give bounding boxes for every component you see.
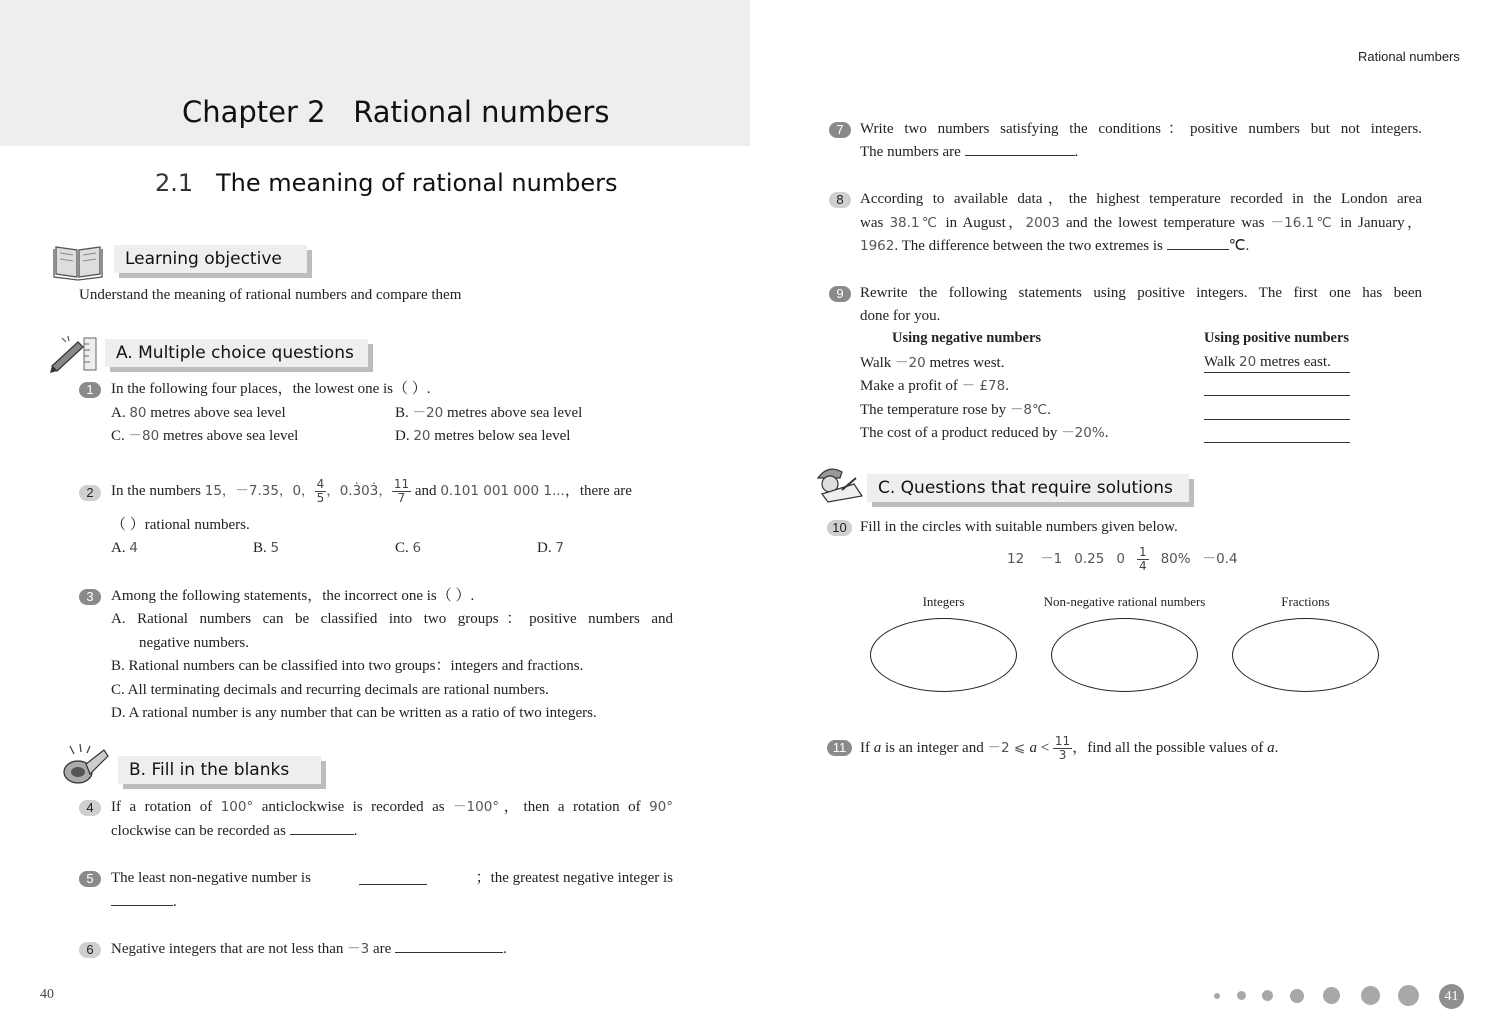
q6-num: －3 — [347, 941, 370, 957]
q2-numbers: 15，－7.35，0， — [204, 483, 315, 499]
q10-label-fractions: Fractions — [1281, 594, 1330, 609]
question-2-line1 — [111, 471, 632, 511]
q5-text-2: ；the greatest negative integer is — [475, 870, 673, 886]
q8-l2-c: and the lowest temperature was — [1059, 215, 1271, 231]
q9-r3-a: The temperature rose by — [860, 402, 1010, 418]
q5-answer-blank-2[interactable] — [111, 891, 173, 906]
question-number-1: 1 — [79, 382, 101, 398]
q4-end: . — [353, 823, 358, 839]
q11-fraction-11-3 — [1053, 735, 1072, 762]
q10-num-12: 12 — [1007, 551, 1025, 567]
q11-expr: －2 ⩽ — [987, 740, 1030, 756]
q10-num-025: 0.25 — [1074, 551, 1105, 567]
question-7-line2 — [860, 141, 1078, 165]
question-2-line2: （ ）rational numbers. — [111, 517, 250, 533]
question-9-line1: Rewrite the following statements using positive integers. The first one has been — [860, 285, 1422, 301]
q2-option-d — [537, 537, 564, 561]
q3-option-a-line1: A. Rational numbers can be classified into two groups：positive numbers and — [111, 611, 673, 627]
question-number-11: 11 — [827, 740, 852, 756]
q9-r2-num: － £78 — [961, 378, 1006, 394]
q11-text-2: is an integer and — [881, 740, 988, 756]
question-8-line1: According to available data，the highest temperature recorded in the London area — [860, 191, 1422, 207]
q10-num-0: 0 — [1116, 551, 1125, 567]
q1-option-a-num: 80 — [129, 405, 147, 421]
q3-option-a-line2: negative numbers. — [139, 635, 249, 651]
q2-tail: ，there are — [564, 483, 632, 499]
question-number-3: 3 — [79, 589, 101, 605]
q11-frac-denominator: 3 — [1058, 748, 1067, 763]
section-a-banner: A. Multiple choice questions — [105, 339, 368, 367]
q2-mid: and — [411, 483, 441, 499]
q9-r2-a: Make a profit of — [860, 378, 962, 394]
q3-option-b: B. Rational numbers can be classified into two groups：integers and fractions. — [111, 658, 584, 674]
q8-l3-num: 1962 — [860, 238, 895, 254]
question-8-line3 — [860, 235, 1249, 259]
q9-r4-a: The cost of a product reduced by — [860, 425, 1062, 441]
question-5-line1 — [111, 867, 673, 891]
q4-num-1: 100° — [220, 799, 254, 815]
question-8-line2 — [860, 212, 1422, 236]
section-number: 2.1 — [155, 169, 194, 197]
q1-option-c-num: －80 — [128, 428, 160, 444]
q9-row-1-negative — [860, 352, 1004, 376]
book-icon — [52, 241, 104, 281]
q9-row-2-negative — [860, 375, 1009, 399]
q9-r4-num: －20% — [1061, 425, 1105, 441]
page-dot-7 — [1398, 985, 1419, 1006]
q7-line2-text: The numbers are — [860, 144, 961, 160]
q8-l2-num1: 38.1℃ — [889, 215, 940, 231]
q4-text-1: If a rotation of — [111, 799, 221, 815]
chapter-title: Chapter 2 Rational numbers — [182, 95, 610, 129]
student-writing-icon — [814, 462, 866, 504]
question-number-8: 8 — [829, 192, 851, 208]
section-title: The meaning of rational numbers — [216, 169, 618, 197]
q10-label-integers: Integers — [922, 594, 965, 609]
q9-r1-b: metres west. — [925, 355, 1005, 371]
q8-l3-a: . The difference between the two extremes is — [894, 238, 1163, 254]
page-number-left: 40 — [40, 987, 54, 1002]
q4-text-2: anticlockwise is recorded as — [253, 799, 454, 815]
q2-option-a-val: 4 — [129, 540, 138, 556]
q9-row-3-negative — [860, 399, 1051, 423]
q9-r1-num: －20 — [895, 355, 926, 371]
question-5-line2 — [111, 891, 177, 915]
q4-line2-text: clockwise can be recorded as — [111, 823, 286, 839]
q4-text-3: ，then a rotation of — [499, 799, 650, 815]
q10-num-80pct: 80% — [1160, 551, 1191, 567]
q11-var-a: a — [873, 740, 882, 756]
learning-objective-text: Understand the meaning of rational numbers and compare them — [79, 287, 462, 303]
question-6-text — [111, 938, 507, 962]
q2-option-d-val: 7 — [555, 540, 564, 556]
q8-l2-num3: －16.1℃ — [1270, 215, 1335, 231]
q10-frac-denominator: 4 — [1138, 558, 1147, 573]
question-4-line1 — [111, 796, 673, 820]
page-dot-4 — [1290, 989, 1304, 1003]
q4-num-2: －100° — [453, 799, 500, 815]
q10-label-non-negative: Non-negative rational numbers — [1043, 594, 1206, 609]
q10-number-list — [1007, 541, 1238, 577]
q1-option-a — [111, 402, 286, 426]
q4-answer-blank[interactable] — [290, 820, 354, 835]
q2-option-a-letter: A. — [111, 540, 126, 556]
q9-row-3-answer-line[interactable] — [1204, 419, 1350, 420]
q9-column-header-negative: Using negative numbers — [892, 330, 1042, 346]
q1-option-d-text: metres below sea level — [430, 428, 571, 444]
q7-end: . — [1074, 144, 1079, 160]
question-number-10: 10 — [827, 520, 852, 536]
q9-row-4-negative — [860, 422, 1108, 446]
q11-frac-numerator: 11 — [1054, 734, 1071, 749]
section-b-banner: B. Fill in the blanks — [118, 756, 321, 784]
q1-option-b-text: metres above sea level — [443, 405, 583, 421]
question-4-line2 — [111, 820, 357, 844]
page-dot-6 — [1361, 986, 1380, 1005]
question-11-text — [860, 728, 1278, 768]
q10-circle-non-negative[interactable] — [1051, 618, 1198, 692]
q8-l2-num2: 2003 — [1025, 215, 1060, 231]
q9-row-1-positive — [1204, 352, 1350, 373]
q2-option-c — [395, 537, 421, 561]
q6-text-2: are — [369, 941, 392, 957]
q8-l2-b: in August， — [939, 215, 1026, 231]
q2-option-b-val: 5 — [270, 540, 280, 556]
question-10-text: Fill in the circles with suitable numbers given below. — [860, 519, 1178, 535]
q2-fraction-11-7 — [392, 478, 411, 505]
q2-frac2-denominator: 7 — [397, 491, 406, 506]
q6-end: . — [503, 941, 507, 957]
page-dot-5 — [1323, 987, 1340, 1004]
q5-answer-blank-1[interactable] — [359, 870, 427, 885]
q1-option-b-letter: B. — [395, 405, 409, 421]
q10-circle-integers[interactable] — [870, 618, 1017, 692]
q9-r3-b: . — [1047, 402, 1051, 418]
q5-text-1: The least non-negative number is — [111, 870, 311, 886]
q2-fraction-4-5 — [315, 478, 327, 505]
q1-option-a-letter: A. — [111, 405, 126, 421]
q1-option-b-num: －20 — [412, 405, 444, 421]
question-number-9: 9 — [829, 286, 851, 302]
q5-end: . — [173, 894, 177, 910]
q2-option-b-letter: B. — [253, 540, 267, 556]
q10-frac-numerator: 1 — [1138, 544, 1147, 559]
question-9-line2: done for you. — [860, 308, 941, 324]
q2-option-d-letter: D. — [537, 540, 552, 556]
q4-num-3: 90° — [649, 799, 673, 815]
q9-row-4-answer-line[interactable] — [1204, 442, 1350, 443]
q9-r3-num: －8℃ — [1009, 402, 1048, 418]
q6-answer-blank[interactable] — [395, 938, 503, 953]
q6-text-1: Negative integers that are not less than — [111, 941, 348, 957]
q9-row-2-answer-line[interactable] — [1204, 395, 1350, 396]
q1-option-d — [395, 425, 570, 449]
page-dot-3 — [1262, 990, 1273, 1001]
q2-frac1-numerator: 4 — [316, 477, 325, 492]
learning-objective-banner: Learning objective — [114, 245, 307, 273]
q10-num-neg1: －1 — [1040, 551, 1063, 567]
q9-r1c-num: 20 — [1239, 354, 1257, 370]
q2-option-c-letter: C. — [395, 540, 409, 556]
running-head: Rational numbers — [1358, 49, 1460, 64]
q8-answer-blank[interactable] — [1167, 235, 1229, 250]
q2-recurring: ，0.3̇03̇， — [326, 483, 392, 499]
page-number-right: 41 — [1444, 989, 1459, 1004]
q2-frac2-numerator: 11 — [393, 477, 410, 492]
q11-var-a-3: a — [1267, 740, 1275, 756]
q9-column-header-positive: Using positive numbers — [1204, 330, 1350, 346]
section-c-banner: C. Questions that require solutions — [867, 474, 1189, 502]
question-number-5: 5 — [79, 871, 101, 887]
q2-frac1-denominator: 5 — [316, 491, 325, 506]
q2-option-a — [111, 537, 138, 561]
question-number-6: 6 — [79, 942, 101, 958]
q7-answer-blank[interactable] — [965, 141, 1075, 156]
q8-l3-b: ℃. — [1228, 238, 1250, 254]
question-number-2: 2 — [79, 485, 101, 501]
q9-r1-a: Walk — [860, 355, 896, 371]
question-number-4: 4 — [79, 800, 101, 816]
q8-l2-d: in January， — [1334, 215, 1422, 231]
q11-text-1: If — [860, 740, 874, 756]
q11-end: . — [1274, 740, 1279, 756]
scroll-icon — [60, 742, 112, 786]
q10-circle-fractions[interactable] — [1232, 618, 1379, 692]
q2-intro: In the numbers — [111, 483, 205, 499]
q1-option-b — [395, 402, 582, 426]
q11-var-a-2: a — [1029, 740, 1037, 756]
page-dot-1 — [1214, 993, 1220, 999]
q9-r4-b: . — [1104, 425, 1109, 441]
q2-option-b — [253, 537, 279, 561]
q1-option-c-text: metres above sea level — [159, 428, 299, 444]
question-3-text: Among the following statements，the incorrect one is（ ）. — [111, 588, 475, 604]
q9-r2-b: . — [1005, 378, 1009, 394]
page-dot-2 — [1237, 991, 1246, 1000]
q8-l2-a: was — [860, 215, 890, 231]
q10-fraction-1-4 — [1137, 546, 1149, 573]
question-number-7: 7 — [829, 122, 851, 138]
q1-option-a-text: metres above sea level — [146, 405, 286, 421]
q9-r1c-b: metres east. — [1256, 354, 1331, 370]
pencil-ruler-icon — [48, 334, 102, 374]
q1-option-c — [111, 425, 298, 449]
q9-r1c-a: Walk — [1204, 354, 1240, 370]
q3-option-d: D. A rational number is any number that can be written as a ratio of two integers. — [111, 705, 597, 721]
question-1-text: In the following four places，the lowest one is（ ）. — [111, 381, 431, 397]
q11-lt: < — [1036, 740, 1053, 756]
q2-long-number: 0.101 001 000 1... — [440, 483, 565, 499]
q1-option-c-letter: C. — [111, 428, 125, 444]
question-7-line1: Write two numbers satisfying the conditions：positive numbers but not integers. — [860, 121, 1422, 137]
q3-option-c: C. All terminating decimals and recurring decimals are rational numbers. — [111, 682, 549, 698]
q10-num-neg04: －0.4 — [1202, 551, 1238, 567]
q1-option-d-num: 20 — [413, 428, 431, 444]
q11-text-3: ，find all the possible values of — [1072, 740, 1268, 756]
q2-option-c-val: 6 — [412, 540, 422, 556]
q1-option-d-letter: D. — [395, 428, 410, 444]
